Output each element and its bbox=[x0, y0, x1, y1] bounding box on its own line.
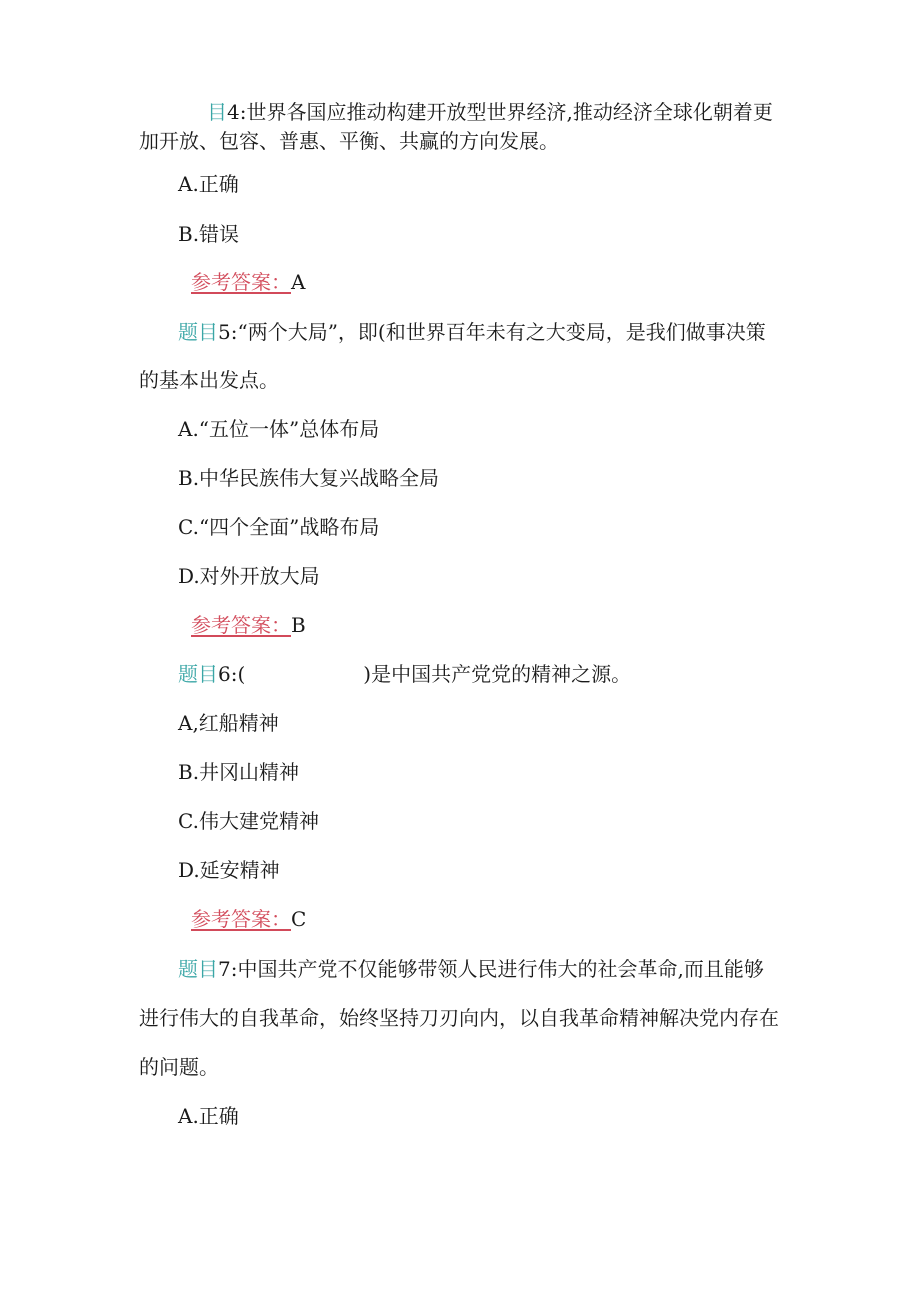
question-tag: 题目 bbox=[178, 320, 218, 344]
question-6-line-1 bbox=[178, 660, 631, 688]
question-text-close: )是中国共产党党的精神之源。 bbox=[363, 662, 632, 686]
question-7-line-3: 的问题。 bbox=[139, 1055, 219, 1079]
option-b: B.井冈山精神 bbox=[178, 760, 300, 784]
question-7-line-2: 进行伟大的自我革命，始终坚持刀刃向内，以自我革命精神解决党内存在 bbox=[139, 1006, 779, 1030]
answer-line bbox=[191, 268, 305, 296]
question-number: 5: bbox=[218, 320, 238, 344]
option-b: B.错误 bbox=[178, 222, 240, 246]
question-tag: 目 bbox=[207, 100, 227, 124]
question-tag: 题目 bbox=[178, 957, 218, 981]
option-c: C.伟大建党精神 bbox=[178, 809, 319, 833]
answer-value: B bbox=[291, 613, 306, 637]
question-text: “两个大局”，即(和世界百年未有之大变局，是我们做事决策 bbox=[237, 320, 766, 344]
question-text: 中国共产党不仅能够带领人民进行伟大的社会革命,而且能够 bbox=[237, 957, 764, 981]
option-a: A.正确 bbox=[178, 1104, 239, 1128]
question-text-open: ( bbox=[237, 662, 246, 686]
answer-value: C bbox=[291, 907, 307, 931]
question-5-line-2: 的基本出发点。 bbox=[139, 368, 279, 392]
question-number: 6: bbox=[218, 662, 238, 686]
option-a: A,红船精神 bbox=[178, 711, 279, 735]
option-a: A.正确 bbox=[178, 172, 239, 196]
option-b: B.中华民族伟大复兴战略全局 bbox=[178, 466, 440, 490]
option-d: D.对外开放大局 bbox=[178, 564, 320, 588]
question-number: 4: bbox=[227, 100, 247, 124]
answer-line bbox=[191, 905, 306, 933]
answer-line bbox=[191, 611, 306, 639]
option-c: C.“四个全面”战略布局 bbox=[178, 515, 380, 539]
question-number: 7: bbox=[218, 957, 238, 981]
question-text: 世界各国应推动构建开放型世界经济,推动经济全球化朝着更 bbox=[246, 100, 773, 124]
question-5-line-1 bbox=[178, 318, 766, 346]
question-4-line-2: 加开放、包容、普惠、平衡、共赢的方向发展。 bbox=[139, 129, 559, 153]
question-4-line-1 bbox=[207, 98, 773, 126]
option-a: A.“五位一体”总体布局 bbox=[178, 417, 380, 441]
answer-value: A bbox=[291, 270, 306, 294]
answer-label: 参考答案： bbox=[191, 270, 291, 294]
question-7-line-1 bbox=[178, 955, 764, 983]
option-d: D.延安精神 bbox=[178, 858, 280, 882]
answer-label: 参考答案： bbox=[191, 613, 291, 637]
question-tag: 题目 bbox=[178, 662, 218, 686]
answer-label: 参考答案： bbox=[191, 907, 291, 931]
